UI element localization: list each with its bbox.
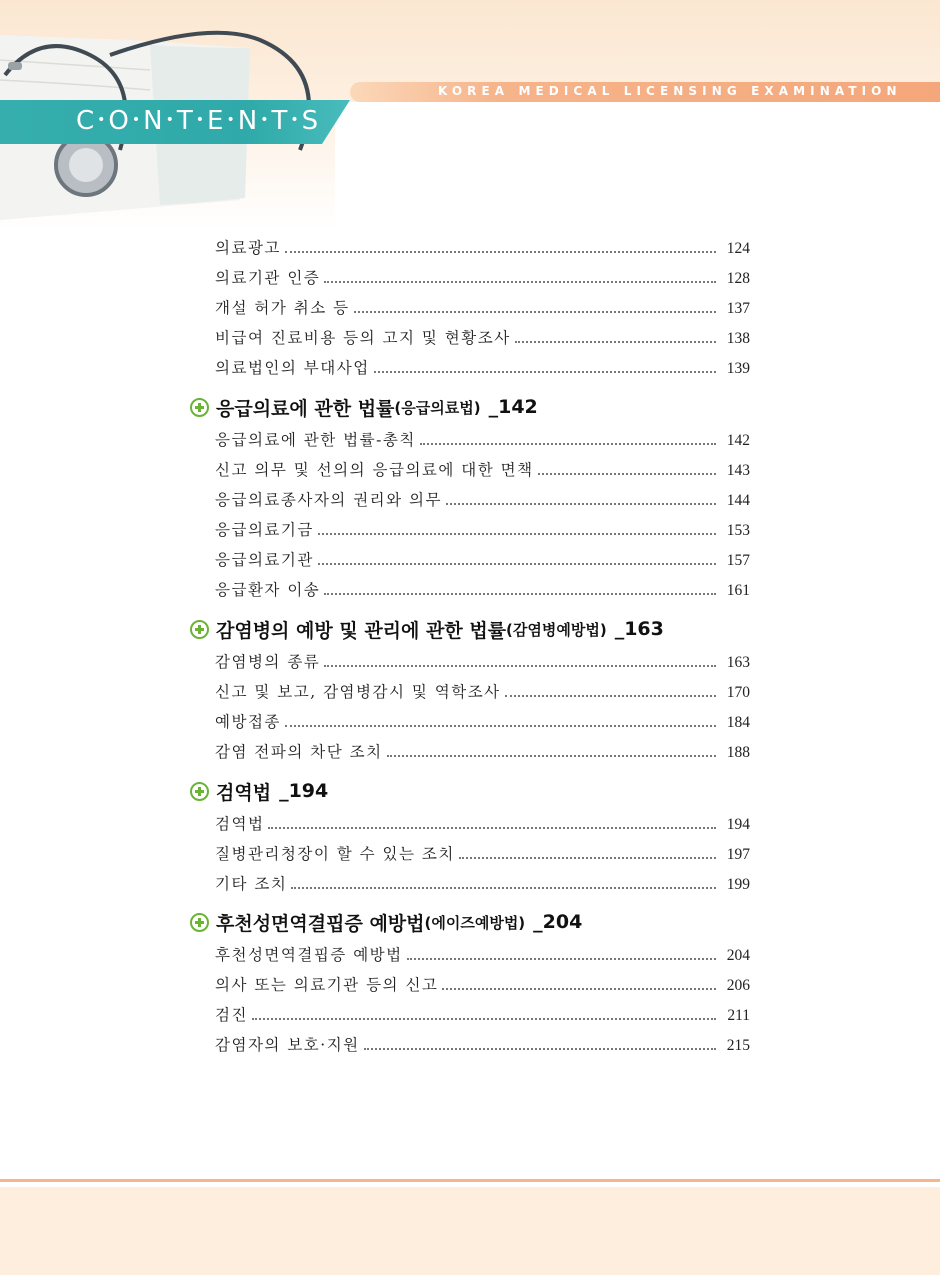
dot-leader xyxy=(442,988,716,990)
dot-leader xyxy=(324,281,716,283)
dot-leader xyxy=(374,371,716,373)
contents-letter: T xyxy=(271,106,289,136)
toc-entry-page: 204 xyxy=(726,947,750,964)
toc-entry-page: 163 xyxy=(726,654,750,671)
dot-leader xyxy=(252,1018,716,1020)
toc-entry[interactable] xyxy=(190,486,750,510)
toc-entry[interactable] xyxy=(190,1001,750,1025)
toc-entry-page: 206 xyxy=(726,977,750,994)
toc-entry-label: 의사 또는 의료기관 등의 신고 xyxy=(215,976,439,994)
toc-section-heading[interactable] xyxy=(190,393,750,421)
toc-entry-page: 128 xyxy=(726,270,750,287)
toc-entry[interactable] xyxy=(190,546,750,570)
toc-entry-page: 144 xyxy=(726,492,750,509)
section-start-page: _194 xyxy=(279,780,329,802)
section-title: 후천성면역결핍증 예방법 xyxy=(216,912,425,935)
toc-entry-label: 검역법 xyxy=(215,815,265,833)
dot-leader xyxy=(285,251,716,253)
contents-heading: C •O •N •T •E •N •T •S xyxy=(76,106,320,136)
plus-circle-icon xyxy=(190,782,209,801)
toc-entry-label: 비급여 진료비용 등의 고지 및 현황조사 xyxy=(215,329,511,347)
dot-leader xyxy=(318,533,716,535)
dot-leader xyxy=(354,311,716,313)
footer-band xyxy=(0,1187,940,1275)
toc-entry-label: 질병관리청장이 할 수 있는 조치 xyxy=(215,845,455,863)
toc-entry-label: 응급의료기금 xyxy=(215,521,314,539)
dot-leader xyxy=(285,725,716,727)
section-start-page: _142 xyxy=(488,396,538,418)
toc-entry-page: 197 xyxy=(726,846,750,863)
dot-leader xyxy=(387,755,716,757)
contents-letter: E xyxy=(207,106,225,136)
toc-entry-label: 신고 의무 및 선의의 응급의료에 대한 면책 xyxy=(215,461,534,479)
toc-entry-label: 신고 및 보고, 감염병감시 및 역학조사 xyxy=(215,683,501,701)
toc-entry[interactable] xyxy=(190,234,750,258)
toc-entry-label: 응급의료종사자의 권리와 의무 xyxy=(215,491,443,509)
contents-letter: N xyxy=(143,106,164,136)
contents-letter: S xyxy=(301,106,320,136)
toc-entry[interactable] xyxy=(190,941,750,965)
toc-entry[interactable] xyxy=(190,576,750,600)
dot-leader xyxy=(364,1048,716,1050)
section-title: 감염병의 예방 및 관리에 관한 법률 xyxy=(216,619,507,642)
toc-entry[interactable] xyxy=(190,516,750,540)
toc-entry-label: 개설 허가 취소 등 xyxy=(215,299,350,317)
toc-entry-label: 감염병의 종류 xyxy=(215,653,321,671)
section-start-page: _163 xyxy=(614,618,664,640)
toc-entry-label: 감염 전파의 차단 조치 xyxy=(215,743,383,761)
toc-entry[interactable] xyxy=(190,1031,750,1055)
toc-entry-label: 감염자의 보호·지원 xyxy=(215,1036,360,1054)
toc-entry-page: 211 xyxy=(727,1007,750,1024)
toc-entry-label: 의료광고 xyxy=(215,239,281,257)
toc-entry-page: 199 xyxy=(726,876,750,893)
toc-entry-page: 194 xyxy=(726,816,750,833)
section-title: 응급의료에 관한 법률 xyxy=(216,397,395,420)
contents-letter: C xyxy=(76,106,96,136)
toc-entry[interactable] xyxy=(190,294,750,318)
toc-entry-label: 예방접종 xyxy=(215,713,281,731)
series-title: KOREA MEDICAL LICENSING EXAMINATION xyxy=(438,84,902,98)
section-start-page: _204 xyxy=(533,911,583,933)
toc-entry-label: 검진 xyxy=(215,1006,248,1024)
toc-entry-label: 의료기관 인증 xyxy=(215,269,321,287)
toc-entry[interactable] xyxy=(190,971,750,995)
toc-entry-page: 215 xyxy=(726,1037,750,1054)
toc-entry[interactable] xyxy=(190,708,750,732)
toc-entry-page: 161 xyxy=(726,582,750,599)
toc-entry[interactable] xyxy=(190,840,750,864)
toc-entry-page: 153 xyxy=(726,522,750,539)
toc-entry-label: 응급의료에 관한 법률-총칙 xyxy=(215,431,416,449)
dot-leader xyxy=(324,593,716,595)
toc-entry-page: 188 xyxy=(726,744,750,761)
toc-entry[interactable] xyxy=(190,738,750,762)
toc-entry[interactable] xyxy=(190,456,750,480)
contents-letter: O xyxy=(108,106,130,136)
contents-letter: T xyxy=(176,106,194,136)
section-abbreviation: (감염병예방법) xyxy=(506,620,607,639)
dot-leader xyxy=(459,857,716,859)
toc-entry-page: 157 xyxy=(726,552,750,569)
toc-entry-page: 124 xyxy=(726,240,750,257)
toc-entry[interactable] xyxy=(190,648,750,672)
plus-circle-icon xyxy=(190,913,209,932)
toc-entry-page: 184 xyxy=(726,714,750,731)
contents-letter: N xyxy=(237,106,259,136)
dot-leader xyxy=(268,827,716,829)
toc-entry-page: 142 xyxy=(726,432,750,449)
toc-entry-page: 143 xyxy=(726,462,750,479)
dot-leader xyxy=(505,695,716,697)
toc-entry[interactable] xyxy=(190,264,750,288)
header-white-area xyxy=(335,102,940,232)
toc-entry-page: 138 xyxy=(726,330,750,347)
toc-entry-label: 응급의료기관 xyxy=(215,551,314,569)
toc-entry-page: 139 xyxy=(726,360,750,377)
section-title: 검역법 xyxy=(216,781,272,804)
toc-entry-label: 기타 조치 xyxy=(215,875,288,893)
dot-leader xyxy=(318,563,716,565)
toc-entry[interactable] xyxy=(190,678,750,702)
toc-entry-label: 응급환자 이송 xyxy=(215,581,321,599)
toc-entry-page: 170 xyxy=(726,684,750,701)
toc-entry-label: 의료법인의 부대사업 xyxy=(215,359,370,377)
dot-leader xyxy=(515,341,716,343)
dot-leader xyxy=(446,503,716,505)
dot-leader xyxy=(291,887,716,889)
footer-rule xyxy=(0,1179,940,1182)
plus-circle-icon xyxy=(190,398,209,417)
toc-section-heading[interactable] xyxy=(190,908,750,936)
toc-section-heading[interactable] xyxy=(190,615,750,643)
toc-section-heading[interactable] xyxy=(190,777,750,805)
toc-entry-page: 137 xyxy=(726,300,750,317)
toc-entry[interactable] xyxy=(190,810,750,834)
toc-entry[interactable] xyxy=(190,354,750,378)
dot-leader xyxy=(420,443,716,445)
toc-entry[interactable] xyxy=(190,426,750,450)
dot-leader xyxy=(324,665,716,667)
toc-entry[interactable] xyxy=(190,324,750,348)
section-abbreviation: (에이즈예방법) xyxy=(424,913,526,932)
toc-entry[interactable] xyxy=(190,870,750,894)
section-abbreviation: (응급의료법) xyxy=(394,398,481,417)
toc-entry-label: 후천성면역결핍증 예방법 xyxy=(215,946,403,964)
dot-leader xyxy=(407,958,716,960)
dot-leader xyxy=(538,473,716,475)
plus-circle-icon xyxy=(190,620,209,639)
